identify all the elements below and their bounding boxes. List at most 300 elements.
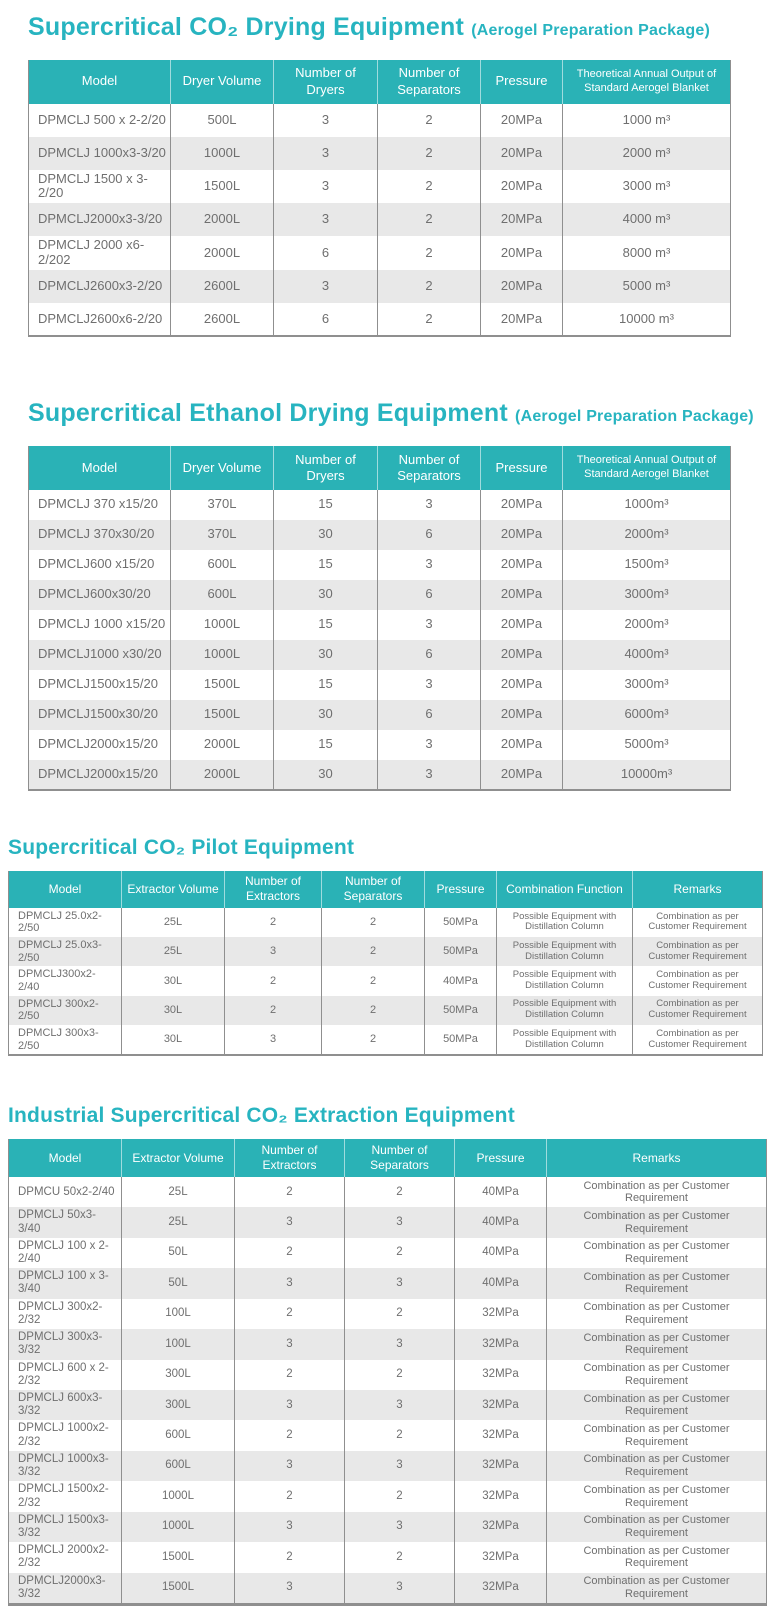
- table-cell: 40MPa: [455, 1177, 547, 1207]
- table-cell: Combination as per Customer Requirement: [633, 908, 763, 937]
- table-cell: 2000L: [171, 203, 274, 236]
- table-row: [9, 1573, 767, 1605]
- table-cell: DPMCLJ 370x30/20: [38, 526, 155, 542]
- table-row: [29, 760, 731, 790]
- table-cell: 3: [225, 937, 322, 966]
- table-cell: 3: [235, 1512, 345, 1542]
- table-cell: 2: [378, 270, 481, 303]
- table-cell: 15: [274, 550, 378, 580]
- table-cell: 3: [225, 1025, 322, 1055]
- table-cell: 1500L: [171, 670, 274, 700]
- table-row: [9, 937, 763, 966]
- table-row: [9, 1207, 767, 1237]
- table-cell: 2: [378, 170, 481, 204]
- table-cell: 20MPa: [481, 303, 563, 336]
- table-cell: 2000m³: [563, 520, 731, 550]
- table-cell: 300L: [122, 1360, 235, 1390]
- table-cell: DPMCLJ 1500x2-2/32: [18, 1483, 109, 1509]
- table-header-row: [9, 1139, 767, 1177]
- table-cell: 32MPa: [455, 1512, 547, 1542]
- table-cell: Combination as per Customer Requirement: [547, 1329, 767, 1359]
- table-cell: 1500L: [122, 1573, 235, 1605]
- table-cell: 1000m³: [563, 490, 731, 520]
- table-cell: DPMCLJ 2000 x6-2/202: [38, 237, 145, 268]
- table-cell: 3: [235, 1390, 345, 1420]
- table-cell: 2: [345, 1299, 455, 1329]
- table-cell: 30: [274, 580, 378, 610]
- table-cell: Combination as per Customer Requirement: [547, 1451, 767, 1481]
- table-cell: DPMCLJ 1000x3-3/20: [38, 144, 166, 160]
- table-cell: Combination as per Customer Requirement: [547, 1390, 767, 1420]
- table-cell: 370L: [171, 520, 274, 550]
- table-cell: 20MPa: [481, 170, 563, 204]
- table-cell: DPMCLJ 1000x2-2/32: [18, 1422, 109, 1448]
- table-cell: Combination as per Customer Requirement: [547, 1207, 767, 1237]
- table-cell: DPMCLJ 2000x2-2/32: [18, 1544, 109, 1570]
- table-cell: DPMCLJ2000x3-3/32: [18, 1574, 106, 1600]
- table-cell: DPMCLJ 100 x 2-2/40: [18, 1239, 109, 1265]
- table-cell: 1000L: [171, 610, 274, 640]
- column-header: Number of Separators: [378, 446, 481, 490]
- table-cell: 2: [322, 996, 425, 1025]
- table-cell: 3: [378, 490, 481, 520]
- table-row: [9, 1542, 767, 1572]
- table-cell: 3: [345, 1573, 455, 1605]
- table-cell: 3: [345, 1268, 455, 1298]
- table-cell: 20MPa: [481, 760, 563, 790]
- table-cell: 2: [322, 937, 425, 966]
- table-cell: 6: [274, 303, 378, 336]
- section-ethanol-drying: [0, 400, 769, 791]
- column-header: Model: [29, 60, 171, 104]
- table-cell: 3: [235, 1207, 345, 1237]
- equipment-table-ethanol-drying: [28, 446, 731, 791]
- table-cell: Combination as per Customer Requirement: [547, 1238, 767, 1268]
- table-cell: 40MPa: [455, 1207, 547, 1237]
- table-cell: 3: [274, 104, 378, 137]
- table-cell: 6: [378, 580, 481, 610]
- table-row: [9, 966, 763, 995]
- table-cell: 3000m³: [563, 580, 731, 610]
- table-cell: 2: [378, 104, 481, 137]
- column-header: Number of Separators: [345, 1139, 455, 1177]
- table-cell: 2: [345, 1360, 455, 1390]
- table-cell: 2: [378, 303, 481, 336]
- column-header: Remarks: [633, 871, 763, 908]
- table-cell: DPMCLJ 1000x3-3/32: [18, 1452, 109, 1479]
- table-cell: 2000L: [171, 730, 274, 760]
- column-header: Number of Extractors: [235, 1139, 345, 1177]
- table-cell: DPMCLJ 300x2-2/50: [18, 997, 99, 1023]
- section-title-text: Industrial Supercritical CO₂ Extraction Equipment: [8, 1104, 515, 1128]
- table-cell: 30: [274, 760, 378, 790]
- section-title-text: Supercritical Ethanol Drying Equipment: [28, 399, 508, 428]
- table-cell: 20MPa: [481, 670, 563, 700]
- table-cell: 32MPa: [455, 1451, 547, 1481]
- table-cell: 2: [235, 1542, 345, 1572]
- table-row: [9, 1329, 767, 1359]
- table-cell: 6000m³: [563, 700, 731, 730]
- table-cell: 15: [274, 490, 378, 520]
- table-cell: 1500L: [171, 700, 274, 730]
- table-cell: 3: [345, 1207, 455, 1237]
- column-header: Pressure: [425, 871, 497, 908]
- table-row: [9, 996, 763, 1025]
- column-header: Pressure: [481, 446, 563, 490]
- table-cell: 2: [378, 236, 481, 270]
- table-cell: 2000m³: [563, 610, 731, 640]
- table-cell: 50MPa: [425, 996, 497, 1025]
- table-cell: 50MPa: [425, 937, 497, 966]
- table-cell: Possible Equipment with Distillation Column: [497, 1025, 633, 1055]
- table-cell: Combination as per Customer Requirement: [633, 996, 763, 1025]
- table-cell: 3: [274, 270, 378, 303]
- table-cell: 1000L: [122, 1481, 235, 1511]
- table-cell: DPMCLJ600 x15/20: [38, 556, 155, 572]
- table-cell: 20MPa: [481, 700, 563, 730]
- table-cell: DPMCLJ 600 x 2-2/32: [18, 1361, 109, 1387]
- table-cell: DPMCLJ 1500x3-3/32: [18, 1513, 109, 1539]
- table-cell: 3: [235, 1268, 345, 1298]
- table-cell: Combination as per Customer Requirement: [547, 1360, 767, 1390]
- table-cell: 20MPa: [481, 236, 563, 270]
- table-cell: DPMCLJ 500 x 2-2/20: [38, 111, 166, 127]
- table-row: [29, 270, 731, 303]
- table-cell: 2: [225, 966, 322, 995]
- table-cell: 3: [274, 203, 378, 236]
- table-cell: DPMCLJ 100 x 3-3/40: [18, 1270, 109, 1296]
- table-cell: DPMCLJ 600x3-3/32: [18, 1391, 103, 1418]
- table-cell: 600L: [122, 1420, 235, 1450]
- table-cell: 4000m³: [563, 640, 731, 670]
- table-cell: 2: [225, 996, 322, 1025]
- table-cell: 1500L: [171, 170, 274, 204]
- table-row: [29, 700, 731, 730]
- table-cell: 25L: [122, 937, 225, 966]
- table-row: [9, 1390, 767, 1420]
- table-row: [9, 1512, 767, 1542]
- table-cell: 500L: [171, 104, 274, 137]
- table-cell: 32MPa: [455, 1420, 547, 1450]
- table-cell: 2: [345, 1481, 455, 1511]
- column-header: Pressure: [455, 1139, 547, 1177]
- column-header: Model: [9, 1139, 122, 1177]
- table-header-row: [29, 60, 731, 104]
- table-cell: Possible Equipment with Distillation Column: [497, 966, 633, 995]
- table-cell: 4000 m³: [563, 203, 731, 236]
- table-cell: 32MPa: [455, 1390, 547, 1420]
- equipment-table-co2-pilot: [8, 871, 763, 1056]
- table-cell: 20MPa: [481, 137, 563, 170]
- column-header: Theoretical Annual Output of Standard Aerogel Blanket: [563, 446, 731, 490]
- table-cell: 20MPa: [481, 730, 563, 760]
- table-cell: 6: [274, 236, 378, 270]
- table-cell: DPMCLJ1500x15/20: [38, 676, 158, 692]
- section-title: [28, 14, 769, 42]
- table-cell: 6: [378, 700, 481, 730]
- table-cell: 3: [378, 730, 481, 760]
- table-cell: 2: [225, 908, 322, 937]
- table-cell: 2: [322, 966, 425, 995]
- table-header-row: [9, 871, 763, 908]
- table-cell: 32MPa: [455, 1360, 547, 1390]
- table-cell: 2: [378, 203, 481, 236]
- table-cell: 40MPa: [425, 966, 497, 995]
- section-title-suffix: (Aerogel Preparation Package): [515, 408, 754, 426]
- table-cell: 600L: [171, 580, 274, 610]
- section-title: [28, 400, 769, 428]
- table-cell: 32MPa: [455, 1573, 547, 1605]
- table-cell: 25L: [122, 1177, 235, 1207]
- table-row: [29, 520, 731, 550]
- table-cell: 2: [322, 1025, 425, 1055]
- table-cell: 3: [345, 1329, 455, 1359]
- section-title-text: Supercritical CO₂ Pilot Equipment: [8, 835, 355, 859]
- table-cell: 8000 m³: [563, 236, 731, 270]
- table-row: [29, 303, 731, 336]
- table-cell: 50L: [122, 1268, 235, 1298]
- column-header: Model: [29, 446, 171, 490]
- table-cell: 30: [274, 640, 378, 670]
- table-cell: 3: [378, 670, 481, 700]
- table-cell: 30: [274, 700, 378, 730]
- table-cell: 15: [274, 670, 378, 700]
- table-cell: 2: [345, 1238, 455, 1268]
- section-title: [8, 1104, 769, 1127]
- table-cell: 2000 m³: [563, 137, 731, 170]
- table-cell: 10000m³: [563, 760, 731, 790]
- table-cell: 25L: [122, 1207, 235, 1237]
- table-cell: 600L: [122, 1451, 235, 1481]
- table-row: [9, 1025, 763, 1055]
- table-cell: DPMCLJ 1000 x15/20: [38, 616, 166, 632]
- table-cell: 2: [235, 1420, 345, 1450]
- table-cell: 100L: [122, 1329, 235, 1359]
- table-cell: 2: [235, 1360, 345, 1390]
- table-cell: 2000L: [171, 236, 274, 270]
- table-cell: 30: [274, 520, 378, 550]
- table-cell: DPMCLJ 25.0x3-2/50: [18, 939, 102, 964]
- table-cell: 370L: [171, 490, 274, 520]
- table-row: [29, 640, 731, 670]
- table-cell: Combination as per Customer Requirement: [547, 1573, 767, 1605]
- table-cell: 2: [235, 1299, 345, 1329]
- table-cell: 3: [274, 170, 378, 204]
- table-cell: DPMCLJ 300x3-2/50: [18, 1026, 99, 1052]
- section-title-text: Supercritical CO₂ Drying Equipment: [28, 13, 465, 41]
- table-cell: 3: [274, 137, 378, 170]
- table-cell: 2600L: [171, 270, 274, 303]
- table-cell: Combination as per Customer Requirement: [547, 1512, 767, 1542]
- table-row: [29, 170, 731, 204]
- column-header: Number of Separators: [378, 60, 481, 104]
- table-cell: 2600L: [171, 303, 274, 336]
- table-cell: 2: [378, 137, 481, 170]
- table-cell: 100L: [122, 1299, 235, 1329]
- table-cell: 25L: [122, 908, 225, 937]
- column-header: Theoretical Annual Output of Standard Aerogel Blanket: [563, 60, 731, 104]
- table-cell: 1000L: [171, 640, 274, 670]
- table-row: [29, 580, 731, 610]
- section-co2-pilot: [0, 836, 769, 1057]
- table-cell: DPMCLJ2600x6-2/20: [38, 310, 163, 326]
- section-title-suffix: (Aerogel Preparation Package): [471, 22, 710, 39]
- table-cell: Combination as per Customer Requirement: [547, 1268, 767, 1298]
- table-cell: Possible Equipment with Distillation Column: [497, 937, 633, 966]
- table-cell: 3000m³: [563, 670, 731, 700]
- table-cell: DPMCLJ1000 x30/20: [38, 646, 162, 662]
- table-cell: 5000m³: [563, 730, 731, 760]
- table-cell: 32MPa: [455, 1299, 547, 1329]
- table-cell: 3: [378, 550, 481, 580]
- table-cell: 32MPa: [455, 1542, 547, 1572]
- table-cell: 15: [274, 730, 378, 760]
- table-cell: 3: [235, 1329, 345, 1359]
- table-row: [29, 730, 731, 760]
- column-header: Pressure: [481, 60, 563, 104]
- table-cell: 20MPa: [481, 270, 563, 303]
- column-header: Number of Extractors: [225, 871, 322, 908]
- column-header: Extractor Volume: [122, 1139, 235, 1177]
- table-row: [29, 670, 731, 700]
- table-row: [9, 1177, 767, 1207]
- table-cell: DPMCLJ 300x3-3/32: [18, 1331, 103, 1357]
- table-cell: 3: [378, 610, 481, 640]
- table-cell: 2: [345, 1420, 455, 1450]
- table-cell: 32MPa: [455, 1481, 547, 1511]
- table-cell: 20MPa: [481, 580, 563, 610]
- table-cell: 20MPa: [481, 104, 563, 137]
- table-row: [29, 203, 731, 236]
- table-row: [9, 1299, 767, 1329]
- section-co2-drying: [0, 14, 769, 337]
- table-cell: 300L: [122, 1390, 235, 1420]
- table-cell: 20MPa: [481, 203, 563, 236]
- table-cell: 5000 m³: [563, 270, 731, 303]
- column-header: Number of Separators: [322, 871, 425, 908]
- table-cell: Combination as per Customer Requirement: [633, 1025, 763, 1055]
- table-cell: Combination as per Customer Requirement: [547, 1177, 767, 1207]
- table-cell: Combination as per Customer Requirement: [633, 937, 763, 966]
- table-cell: 6: [378, 640, 481, 670]
- table-cell: Combination as per Customer Requirement: [547, 1542, 767, 1572]
- column-header: Number of Dryers: [274, 446, 378, 490]
- table-cell: 50MPa: [425, 1025, 497, 1055]
- table-cell: 2: [322, 908, 425, 937]
- column-header: Model: [9, 871, 122, 908]
- column-header: Extractor Volume: [122, 871, 225, 908]
- table-cell: Combination as per Customer Requirement: [547, 1420, 767, 1450]
- table-cell: 1000L: [122, 1512, 235, 1542]
- table-header-row: [29, 446, 731, 490]
- equipment-table-co2-drying: [28, 60, 731, 338]
- table-cell: 3: [378, 760, 481, 790]
- table-cell: 1500m³: [563, 550, 731, 580]
- table-row: [9, 1268, 767, 1298]
- table-cell: 50L: [122, 1238, 235, 1268]
- table-cell: 40MPa: [455, 1238, 547, 1268]
- table-cell: 30L: [122, 966, 225, 995]
- table-cell: 2: [345, 1177, 455, 1207]
- table-cell: 20MPa: [481, 640, 563, 670]
- table-cell: 2: [345, 1542, 455, 1572]
- table-row: [29, 550, 731, 580]
- page: [0, 14, 769, 1606]
- table-row: [29, 236, 731, 270]
- table-cell: DPMCLJ2000x15/20: [38, 736, 158, 752]
- table-cell: 40MPa: [455, 1268, 547, 1298]
- table-row: [9, 1481, 767, 1511]
- table-cell: 20MPa: [481, 520, 563, 550]
- table-cell: 20MPa: [481, 490, 563, 520]
- table-cell: 3: [345, 1512, 455, 1542]
- table-cell: Possible Equipment with Distillation Column: [497, 996, 633, 1025]
- table-row: [29, 490, 731, 520]
- table-cell: DPMCLJ2000x15/20: [38, 765, 158, 781]
- table-cell: DPMCLJ 300x2-2/32: [18, 1300, 103, 1326]
- table-cell: 20MPa: [481, 610, 563, 640]
- column-header: Dryer Volume: [171, 60, 274, 104]
- table-cell: 10000 m³: [563, 303, 731, 336]
- column-header: Dryer Volume: [171, 446, 274, 490]
- table-row: [9, 1420, 767, 1450]
- table-cell: DPMCLJ600x30/20: [38, 586, 151, 602]
- table-cell: 50MPa: [425, 908, 497, 937]
- table-cell: 3: [235, 1451, 345, 1481]
- table-cell: Combination as per Customer Requirement: [547, 1299, 767, 1329]
- table-cell: DPMCLJ2000x3-3/20: [38, 211, 163, 227]
- table-cell: 3000 m³: [563, 170, 731, 204]
- table-cell: DPMCLJ300x2-2/40: [18, 968, 96, 994]
- column-header: Number of Dryers: [274, 60, 378, 104]
- column-header: Combination Function: [497, 871, 633, 908]
- table-cell: 15: [274, 610, 378, 640]
- table-cell: DPMCLJ 25.0x2-2/50: [18, 909, 102, 935]
- table-cell: 1500L: [122, 1542, 235, 1572]
- table-cell: Combination as per Customer Requirement: [547, 1481, 767, 1511]
- table-cell: DPMCLJ 50x3-3/40: [18, 1209, 96, 1235]
- section-title: [8, 836, 769, 859]
- column-header: Remarks: [547, 1139, 767, 1177]
- table-cell: 30L: [122, 996, 225, 1025]
- table-row: [9, 1360, 767, 1390]
- table-cell: 600L: [171, 550, 274, 580]
- table-cell: DPMCLJ1500x30/20: [38, 706, 158, 722]
- table-cell: 3: [235, 1573, 345, 1605]
- table-row: [9, 1238, 767, 1268]
- table-row: [9, 908, 763, 937]
- table-cell: Combination as per Customer Requirement: [633, 966, 763, 995]
- table-row: [29, 104, 731, 137]
- table-cell: 1000 m³: [563, 104, 731, 137]
- table-cell: 2: [235, 1238, 345, 1268]
- table-row: [9, 1451, 767, 1481]
- table-cell: 32MPa: [455, 1329, 547, 1359]
- table-cell: 3: [345, 1390, 455, 1420]
- table-cell: DPMCU 50x2-2/40: [18, 1185, 115, 1198]
- table-row: [29, 137, 731, 170]
- table-cell: 1000L: [171, 137, 274, 170]
- table-cell: 30L: [122, 1025, 225, 1055]
- table-row: [29, 610, 731, 640]
- table-cell: DPMCLJ 1500 x 3-2/20: [38, 170, 148, 201]
- table-cell: 20MPa: [481, 550, 563, 580]
- table-cell: DPMCLJ 370 x15/20: [38, 496, 158, 512]
- table-cell: 2: [235, 1177, 345, 1207]
- table-cell: 2: [235, 1481, 345, 1511]
- table-cell: 6: [378, 520, 481, 550]
- table-cell: 2000L: [171, 760, 274, 790]
